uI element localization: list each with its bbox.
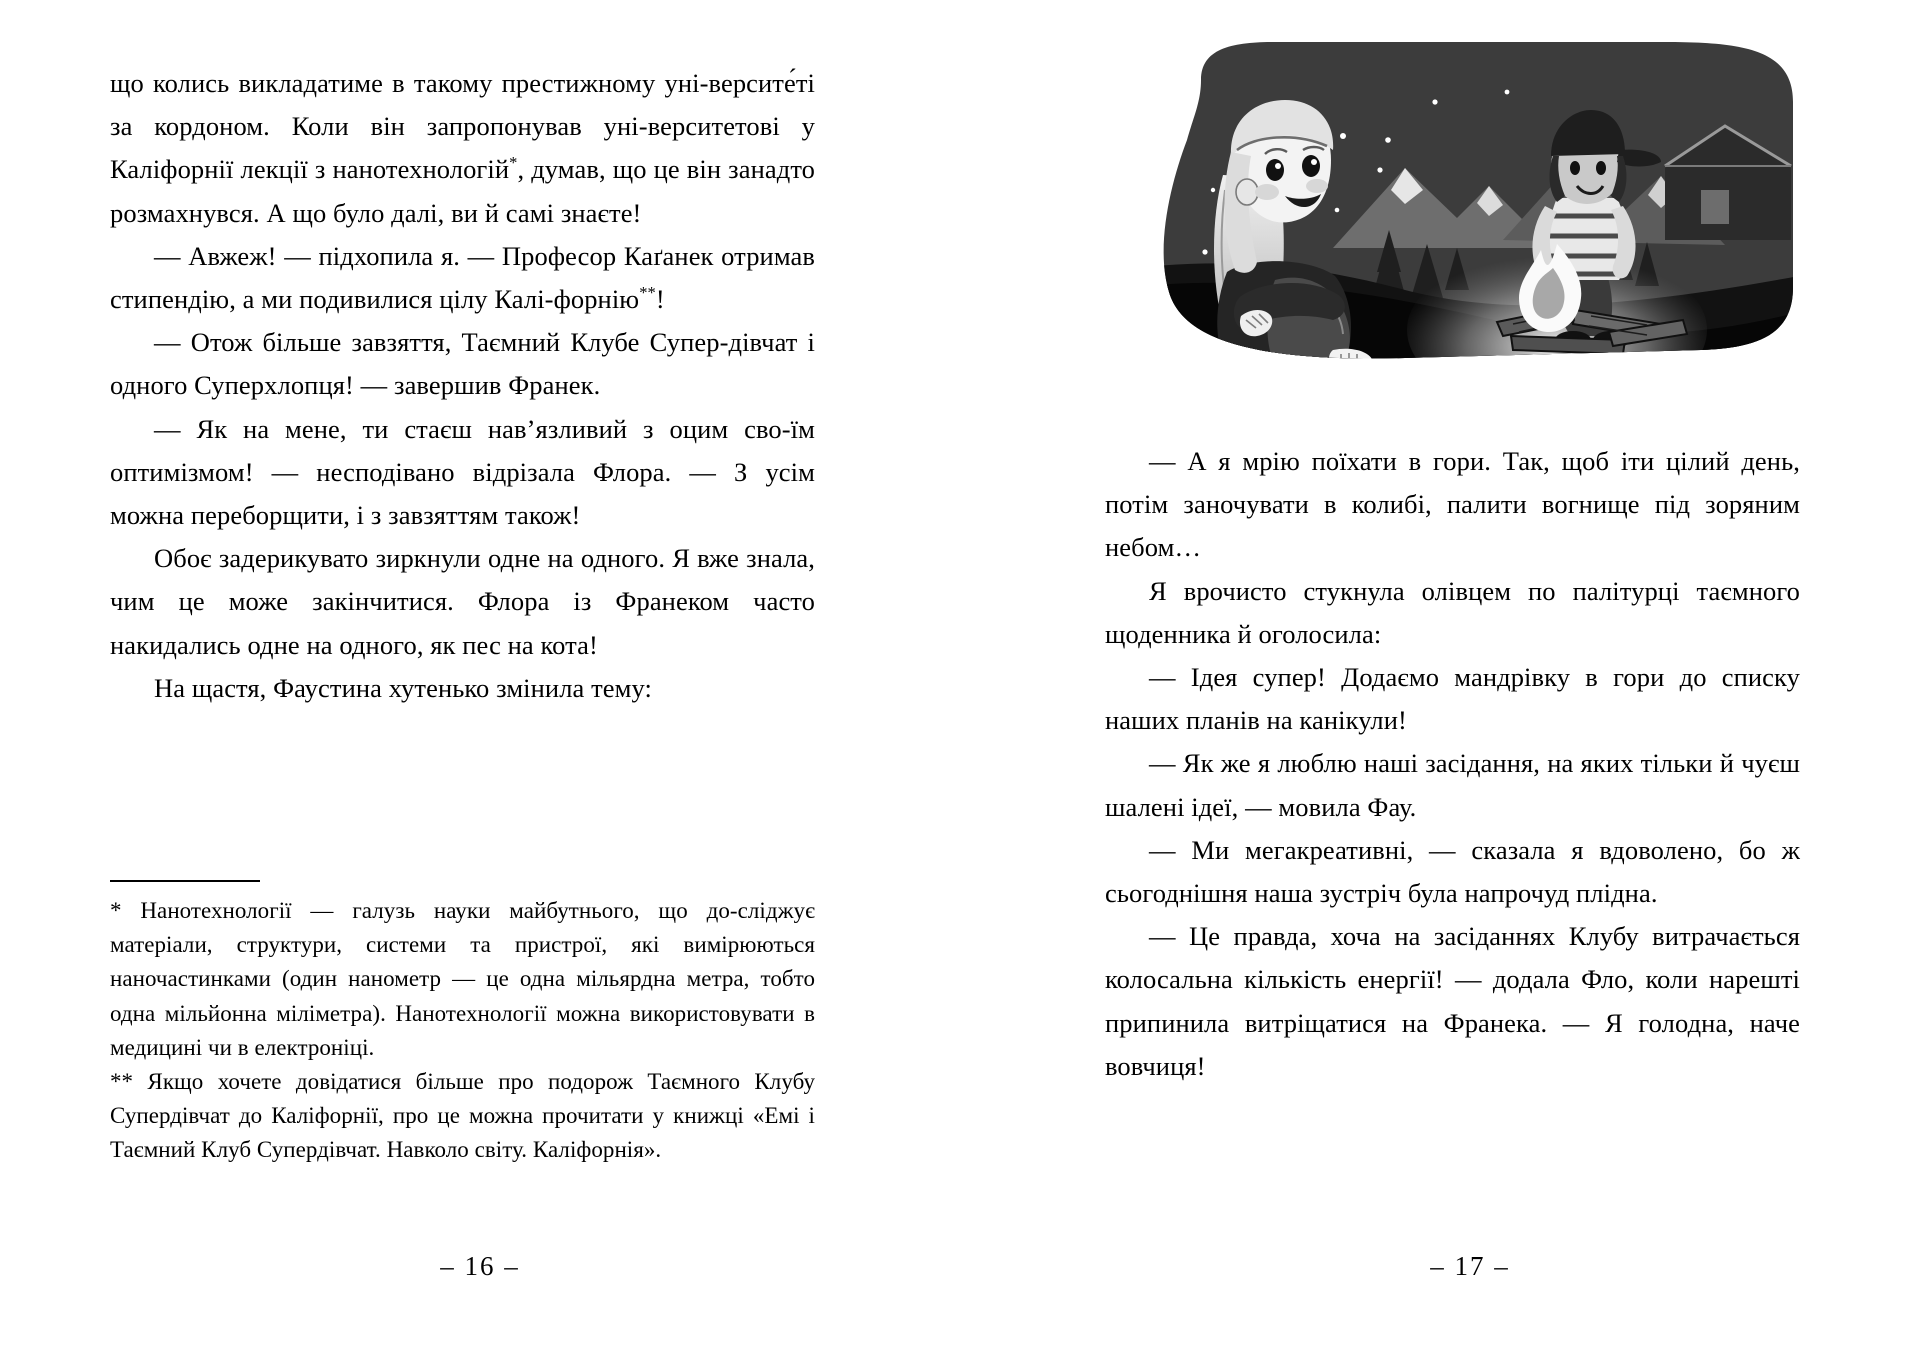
right-paragraph-3: — Ідея супер! Додаємо мандрівку в гори до списку наших планів на канікули! [1105, 662, 1800, 736]
paragraph-6-text: На щастя, Фаустина хутенько змінила тему: [154, 672, 652, 703]
paragraph-6 [110, 667, 815, 710]
footnote-divider [110, 880, 260, 882]
footnote-marker-1: * [509, 153, 518, 173]
paragraph-3-text: — Отож більше завзяття, Таємний Клубе Супер-дівчат і одного Суперхлопця! — завершив Франек. [110, 327, 815, 401]
paragraph-5 [110, 537, 815, 667]
right-paragraph-2: Я врочисто стукнула олівцем по палітурці таємного щоденника й оголосила: [1105, 575, 1800, 649]
illustration-scene [1105, 40, 1799, 398]
eye-left [1266, 159, 1284, 181]
page-number-left: – 16 – [440, 1251, 520, 1281]
right-page [960, 0, 1920, 1366]
campfire-night-illustration [1105, 40, 1799, 398]
paragraph-4-text: — Як на мене, ти стаєш нав’язливий з оцим сво-їм оптимізмом! — несподівано відрізала Флора. — З усім можна переборщити, і з завзяттям також! [110, 413, 815, 531]
paragraph-2-text: — Авжеж! — підхопила я. — Професор Каґанек отримав стипендію, а ми подивилися цілу Калі-форнію**! [110, 240, 815, 315]
paragraph-1-text: що колись викладатиме в такому престижному уні-версите́ті за кордоном. Коли він запропонував уні-верситетові у Каліфорнії лекції з нанотехнологій*, думав, що це він занадто розмахнувся. А що було далі, ви й самі знаєте! [110, 68, 816, 228]
footnote-marker-2: ** [639, 283, 656, 303]
right-paragraph-5: — Ми мегакреативні, — сказала я вдоволено, бо ж сьогоднішня наша зустріч була напрочуд плідна. [1105, 834, 1800, 909]
right-paragraph-1: — А я мрію поїхати в гори. Так, щоб іти цілий день, потім заночувати в колибі, палити вогнище під зоряним небом… [1105, 446, 1800, 563]
paragraph-3 [110, 321, 815, 407]
right-page-body [1105, 440, 1800, 1088]
illustration [1105, 40, 1799, 398]
eye-right [1302, 155, 1320, 177]
right-paragraph-6: — Це правда, хоча на засіданнях Клубу витрачається колосальна кількість енергії! — додала Фло, коли нарешті припинила витріщатися на Франека. — Я голодна, наче вовчиця! [1105, 921, 1800, 1081]
left-page-body [110, 62, 815, 710]
footnote-list [110, 894, 815, 1168]
paragraph-5-text: Обоє задерикувато зиркнули одне на одного. Я вже знала, чим це може закінчитися. Флора із Франеком часто накидались одне на одного, як пес на кота! [110, 543, 815, 660]
page-number-right: – 17 – [1430, 1251, 1510, 1281]
right-paragraph-4: — Як же я люблю наші засідання, на яких тільки й чуєш шалені ідеї, — мовила Фау. [1105, 748, 1800, 822]
footnote-1: * Нанотехнології — галузь науки майбутнього, що до-сліджує матеріали, структури, системи та пристрої, які вимірюються наночастинками (один нанометр — це одна мільярдна метра, тобто одна мільйонна міліметра). Нанотехнології можна використовувати в медицині чи в електроніці. [110, 898, 815, 1060]
paragraph-1 [110, 62, 815, 235]
footnote-2: ** Якщо хочете довідатися більше про подорож Таємного Клубу Супердівчат до Каліфорнії, про це можна прочитати у книжці «Емі і Таємний Клуб Супердівчат. Навколо світу. Каліфорнія». [110, 1069, 815, 1163]
footnote-block [110, 880, 815, 1168]
paragraph-4 [110, 408, 815, 538]
paragraph-2 [110, 235, 815, 321]
